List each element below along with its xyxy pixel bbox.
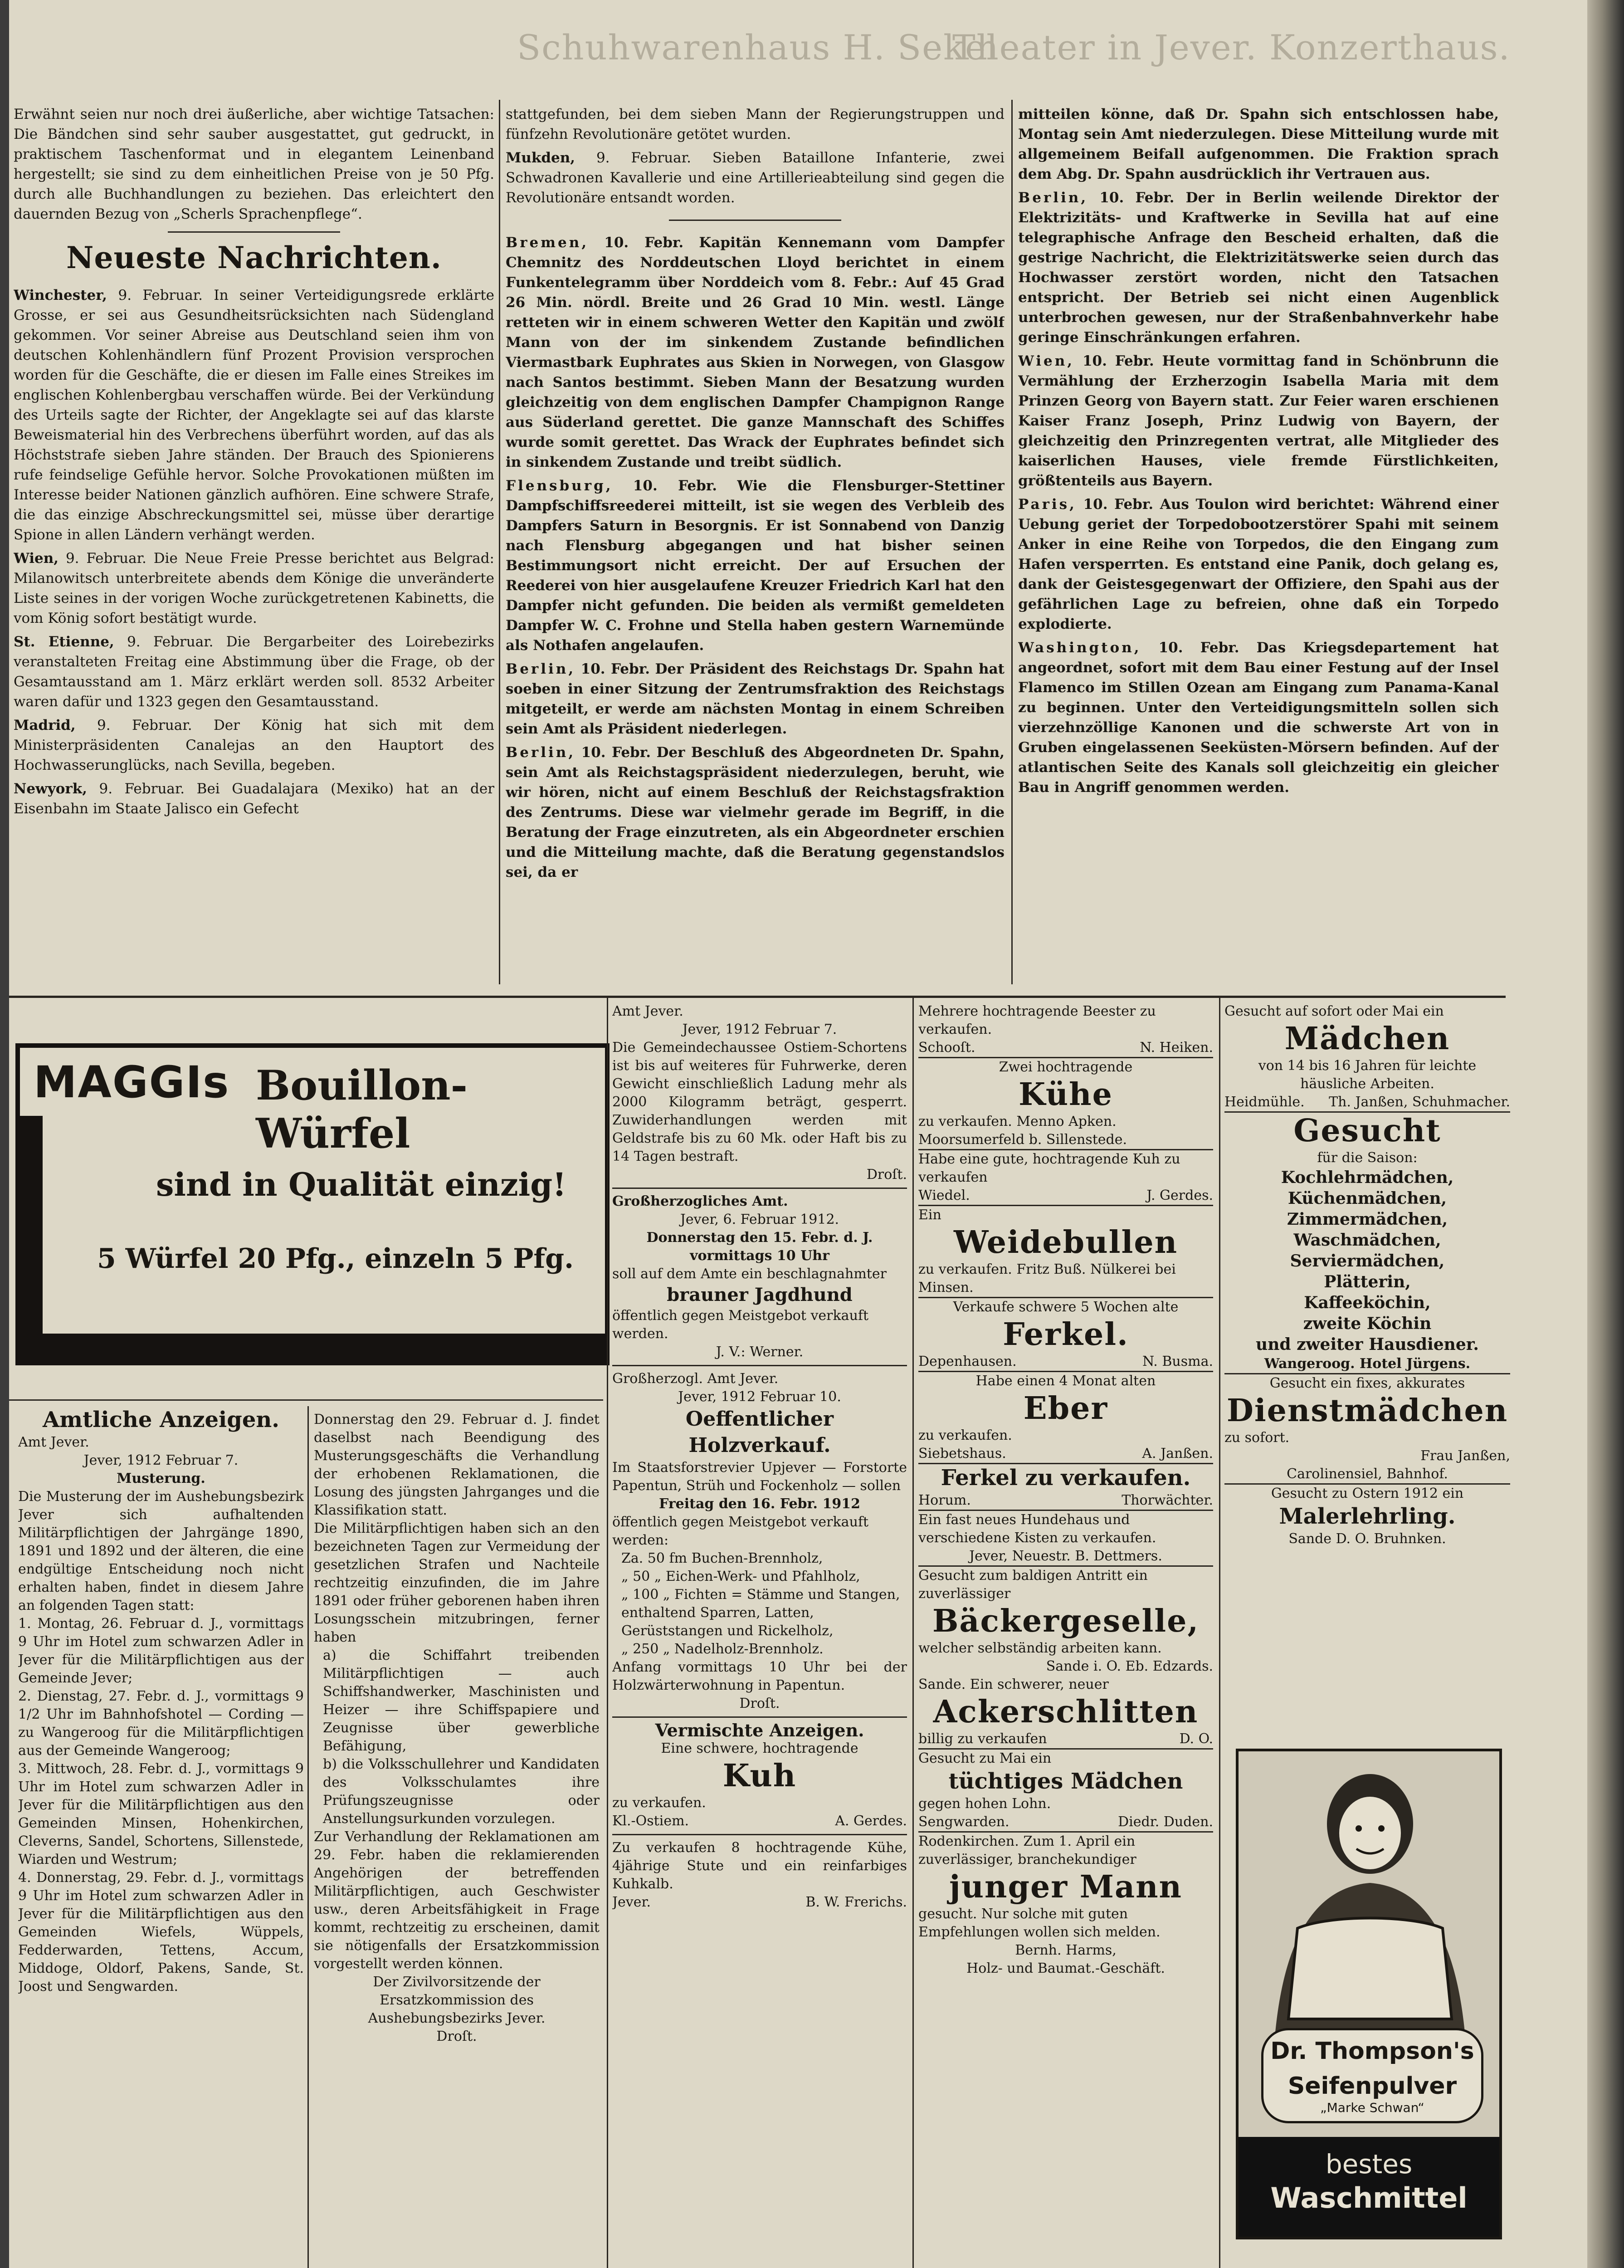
list-item: Kaffeeköchin, (1304, 1293, 1431, 1312)
signature: Horum. (918, 1492, 971, 1508)
list-item: Zimmermädchen, (1287, 1210, 1448, 1229)
news-item: Wien, 9. Februar. Die Neue Freie Presse berichtet aus Belgrad: Milanowitsch unterbreitete abends dem Könige die unveränderte Liste seines in der vorigen Woche zurückgetretenen Kabinetts, die vom König sofort bestätigt wurde. (14, 550, 494, 626)
masthead-ghost-left: Schuhwarenhaus H. Sekel (517, 27, 999, 68)
list-item: 3. Mittwoch, 28. Febr. d. J., vormittags 9 Uhr im Hotel zum schwarzen Adler in Jever für die Militärpflichtigen aus den Gemeinden Minsen, Hohenkirchen, Cleverns, Sandel, Schortens, Sillenstede, Wiarden und Westrum; (18, 1761, 304, 1867)
signature: Der Zivilvorsitzende der Ersatzkommission des Aushebungsbezirks Jever. (368, 1974, 546, 2026)
signature: Holz- und Baumat.-Geschäft. (966, 1960, 1165, 1976)
washerwoman-illustration (1257, 1765, 1483, 2037)
news-column-middle (506, 104, 1005, 989)
signature: Bernh. Harms, (1015, 1942, 1117, 1958)
intro-paragraph: Erwähnt seien nur noch drei äußerliche, aber wichtige Tatsachen: Die Bändchen sind sehr sauber ausgestattet, gut gedruckt, in praktischem Taschenformat und in elegantem Leinenband hergestellt; sie sind zu dem einheitlichen Preise von je 50 Pfg. durch alle Buchhandlungen zu beziehen. Das erleichtert den dauernden Bezug von „Scherls Sprachenpflege“. (14, 106, 494, 222)
title-holzverkauf: Oeffentlicher Holzverkauf. (685, 1408, 834, 1457)
body-text: Gesucht zum baldigen Antritt ein zuverlässiger (918, 1568, 1148, 1602)
date-line: Jever, 1912 Februar 7. (682, 1022, 837, 1037)
body-text: Rodenkirchen. Zum 1. April ein zuverlässiger, branchekundiger (918, 1833, 1136, 1867)
news-item: Madrid, 9. Februar. Der König hat sich mit dem Ministerpräsidenten Canalejas an den Hauptort des Hochwasserunglücks, nach Sevilla, begeben. (14, 717, 494, 773)
list-item: 1. Montag, 26. Februar d. J., vormittags 9 Uhr im Hotel zum schwarzen Adler in Jever für die Militärpflichtigen aus der Gemeinde Jever; (18, 1616, 304, 1686)
ad-title: Bäckergeselle, (932, 1603, 1200, 1639)
amtliche-col-a (18, 1406, 304, 2259)
item-jagdhund: brauner Jagdhund (667, 1284, 853, 1305)
list-item: Waschmädchen, (1293, 1231, 1441, 1250)
date-line: Jever, 1912 Februar 7. (83, 1452, 239, 1468)
ad-border-bar (20, 1334, 605, 1361)
signature: N. Heiken. (1140, 1040, 1213, 1056)
news-item: Bremen, 10. Febr. Kapitän Kennemann vom Dampfer Chemnitz des Norddeutschen Lloyd berichtet in einem Funkentelegramm über Norddeich vom 8. Febr.: Auf 45 Grad 26 Min. nördl. Breite und 26 Grad 10 Min. westl. Länge retteten wir in einem schweren Wetter den Kapitän und zwölf Mann von der im sinkendem Zustande befindlichen Viermastbark Euphrates aus Skien in Norwegen, von Glasgow nach Santos bestimmt. Sieben Mann der Besatzung wurden gleichzeitig von dem englischen Dampfer Champignon Range aus Süderland gerettet. Die ganze Mannschaft des Schiffes wurde somit gerettet. Das Wrack der Euphrates befindet sich in sinkendem Zustande und treibt südlich. (506, 235, 1005, 470)
body-text: Im Staatsforstrevier Upjever — Forstorte Papentun, Strüh und Fockenholz — sollen (612, 1460, 907, 1494)
maggi-price: 5 Würfel 20 Pfg., einzeln 5 Pfg. (97, 1243, 574, 1275)
office-line: Großherzogl. Amt Jever. (612, 1371, 779, 1387)
body-text: für die Saison: (1317, 1150, 1418, 1166)
signature: Wangeroog. Hotel Jürgens. (1264, 1356, 1471, 1372)
signature: Carolinensiel, Bahnhof. (1287, 1466, 1448, 1482)
body-text: zu verkaufen. Fritz Buß. Nülkerei bei Minsen. (918, 1261, 1176, 1295)
body-text: welcher selbständig arbeiten kann. (918, 1640, 1162, 1656)
ads-column-5 (1224, 1002, 1510, 1742)
list-item: „ 100 „ Fichten = Stämme und Stangen, enthaltend Sparren, Latten, Gerüststangen und Rickelholz, (621, 1587, 900, 1639)
signature: Sande i. O. Eb. Edzards. (1046, 1658, 1213, 1674)
body-text: gesucht. Nur solche mit guten Empfehlungen wollen sich melden. (918, 1906, 1161, 1940)
news-item: Berlin, 10. Febr. Der Präsident des Reichstags Dr. Spahn hat soeben in einer Sitzung der Zentrumsfraktion des Reichstags mitgeteilt, er werde am nächsten Montag in einem Schreiben sein Amt als Präsident niederlegen. (506, 661, 1005, 737)
signature: A. Janßen. (1142, 1446, 1213, 1461)
news-item: Berlin, 10. Febr. Der Beschluß des Abgeordneten Dr. Spahn, sein Amt als Reichstagspräsident niederzulegen, beruht, wie wir hören, nicht auf einem Beschluß der Reichstagsfraktion des Zentrums. Diese war vielmehr gerade im Begriff, in die Beratung der Frage einzutreten, als ein Abgeordneter erschien und die Mitteilung machte, daß die Beratung gegenstandslos sei, da er (506, 744, 1005, 880)
signature: Jever, Neuestr. B. Dettmers. (969, 1548, 1162, 1564)
list-item: Serviermädchen, (1290, 1251, 1445, 1271)
news-item: Paris, 10. Febr. Aus Toulon wird berichtet: Während einer Uebung geriet der Torpedobootzerstörer Spahi mit seinem Anker in eine Reihe von Torpedos, die den Eingang zum Hafen versperrten. Es entstand eine Panik, doch gelang es, dank der Geistesgegenwart der Offiziere, den Spahi aus der gefährlichen Lage zu befreien, ohne daß ein Torpedo explodierte. (1018, 496, 1499, 632)
news-item: Mukden, 9. Februar. Sieben Bataillone Infanterie, zwei Schwadronen Kavallerie und eine Artillerieabteilung sind gegen die Revolutionäre entsandt worden. (506, 150, 1005, 206)
ad-title: Gesucht (1293, 1113, 1441, 1149)
news-item: St. Etienne, 9. Februar. Die Bergarbeiter des Loirebezirks veranstalteten Freitag eine Abstimmung über die Frage, ob der Gesamtausstand am 1. März erklärt werden soll. 8532 Arbeiter waren dafür und 1323 gegen den Gesamtausstand. (14, 634, 494, 710)
heading-amtliche-anzeigen: Amtliche Anzeigen. (43, 1407, 279, 1432)
body-text: zu verkaufen. Menno Apken. Moorsumerfeld b. Sillenstede. (918, 1114, 1127, 1148)
list-item: Kochlehrmädchen, (1281, 1168, 1454, 1187)
news-item: Berlin, 10. Febr. Der in Berlin weilende Direktor der Elektrizitäts- und Kraftwerke in Sevilla hat auf eine telegraphische Anfrage den Bescheid erhalten, daß die gestrige Nachricht, die Elektrizitätswerke seien durch das Hochwasser zerstört worden, nicht den Tatsachen entspricht. Der Betrieb sei nicht einen Augenblick unterbrochen gewesen, nur der Straßenbahnverkehr habe geringe Einschränkungen erfahren. (1018, 190, 1499, 346)
list-item: Küchenmädchen, (1287, 1189, 1447, 1208)
ads-column-3 (612, 1002, 907, 2263)
divider (612, 1716, 907, 1718)
news-item: Washington, 10. Febr. Das Kriegsdepartement hat angeordnet, sofort mit dem Bau einer Festung auf der Insel Flamenco im Stillen Ozean am Eingang zum Panama-Kanal zu beginnen. Unter den Verteidigungsmitteln sollen sich vierzehnzöllige Kanonen und die schwerste Art von in Gruben eingelassenen Seeküsten-Mörsern befinden. Auf der atlantischen Seite des Kanals soll gleichzeitig ein gleicher Bau in Angriff genommen werden. (1018, 640, 1499, 796)
signature: Depenhausen. (918, 1354, 1017, 1369)
body-text: zu verkaufen. (612, 1795, 706, 1811)
body-text: Verkaufe schwere 5 Wochen alte (953, 1299, 1179, 1315)
body-text: zu sofort. (1224, 1430, 1290, 1446)
column-rule (1219, 998, 1220, 2268)
news-column-left (14, 104, 494, 989)
signature: A. Gerdes. (835, 1813, 907, 1829)
signature: Th. Janßen, Schuhmacher. (1329, 1094, 1510, 1110)
signature: Heidmühle. (1224, 1094, 1305, 1110)
column-rule (307, 1406, 309, 2268)
body-text: Gesucht auf sofort oder Mai ein (1224, 1003, 1444, 1019)
column-rule (1011, 100, 1013, 984)
column-rule (912, 998, 914, 2268)
ad-title: junger Mann (949, 1869, 1182, 1905)
ad-title: tüchtiges Mädchen (948, 1769, 1183, 1794)
ad-title: Ferkel. (1003, 1316, 1129, 1353)
signature: Droſt. (436, 2028, 477, 2044)
signature: D. O. (1179, 1731, 1213, 1747)
signature: B. W. Frerichs. (805, 1894, 907, 1910)
signature: Wiedel. (918, 1188, 970, 1203)
body-text: Mehrere hochtragende Beester zu verkaufen. (918, 1003, 1156, 1037)
body-text: Gesucht ein fixes, akkurates (1269, 1375, 1465, 1391)
ad-title: Ackerschlitten (933, 1694, 1199, 1730)
date-line: Jever, 1912 Februar 10. (678, 1389, 841, 1405)
signature: billig zu verkaufen (918, 1731, 1047, 1747)
body-text: Ein (918, 1207, 941, 1223)
signature: Sengwarden. (918, 1814, 1010, 1830)
body-text: gegen hohen Lohn. (918, 1796, 1051, 1812)
signature: J. Gerdes. (1146, 1188, 1213, 1203)
signature: Siebetshaus. (918, 1446, 1006, 1461)
signature: Diedr. Duden. (1118, 1814, 1213, 1830)
body-text: Zur Verhandlung der Reklamationen am 29. Febr. haben die reklamierenden Angehörigen der betreffenden Militärpflichtigen, auch Geschwister usw., deren Arbeitsfähigkeit in Frage kommt, rechtzeitig zu erscheinen, damit sie nötigenfalls der Ersatzkommission vorgestellt werden können. (314, 1829, 600, 1972)
list-item: 4. Donnerstag, 29. Febr. d. J., vormittags 9 Uhr im Hotel zum schwarzen Adler in Jever für die Militärpflichtigen aus den Gemeinden Wiefels, Wüppels, Fedderwarden, Tettens, Accum, Middoge, Oldorf, Pakens, Sande, St. Joost und Sengwarden. (18, 1870, 304, 1994)
body-text: zu verkaufen. (918, 1427, 1012, 1443)
maggi-brand: MAGGIs (34, 1057, 230, 1108)
column-rule (499, 100, 500, 984)
date-line: Freitag den 16. Febr. 1912 (659, 1496, 860, 1512)
signature: N. Busma. (1142, 1354, 1213, 1369)
ad-title: Malerlehrling. (1279, 1504, 1456, 1529)
maggi-advertisement (15, 1043, 610, 1365)
body-text: öffentlich gegen Meistgebot verkauft werden. (612, 1308, 869, 1342)
divider (612, 1834, 907, 1835)
ad-title: Dienstmädchen (1226, 1393, 1508, 1429)
section-rule (9, 1399, 603, 1401)
news-item: Wien, 10. Febr. Heute vormittag fand in Schönbrunn die Vermählung der Erzherzogin Isabella Maria mit dem Prinzen Georg von Bayern statt. Zur Feier waren erschienen Kaiser Franz Joseph, Prinz Ludwig von Bayern, der gleichzeitig den Prinzregenten vertrat, alle Mitglieder des kaiserlichen Hauses, viele fremde Fürstlichkeiten, größtenteils aus Bayern. (1018, 353, 1499, 489)
list-item: b) die Volksschullehrer und Kandidaten des Volksschulamtes ihre Prüfungszeugnisse oder Anstellungsurkunden vorzulegen. (323, 1756, 600, 1827)
column-rule (607, 998, 608, 2268)
divider (669, 220, 841, 221)
signature: Jever. (612, 1894, 651, 1910)
office-line: Amt Jever. (18, 1434, 89, 1450)
maggi-claim: sind in Qualität einzig! (156, 1166, 566, 1203)
signature: J. V.: Werner. (716, 1344, 804, 1360)
ad-title: Kühe (1019, 1076, 1113, 1113)
signature: Kl.-Ostiem. (612, 1813, 689, 1829)
body-text: Gesucht zu Mai ein (918, 1750, 1052, 1766)
news-continuation: mitteilen könne, daß Dr. Spahn sich entschlossen habe, Montag sein Amt niederzulegen. Diese Mitteilung wurde mit allgemeinem Beifall aufgenommen. Die Fraktion sprach dem Abg. Dr. Spahn ausdrücklich ihr Vertrauen aus. (1018, 106, 1499, 182)
brand-product: Seifenpulver (1287, 2072, 1457, 2100)
washtub-shape (1288, 1918, 1452, 2019)
body-text: Eine schwere, hochtragende (661, 1740, 858, 1756)
date-line: Jever, 6. Februar 1912. (680, 1212, 839, 1227)
list-item: zweite Köchin (1303, 1314, 1432, 1333)
signature: Sande D. O. Bruhnken. (1288, 1531, 1446, 1547)
brand-mark: „Marke Schwan“ (1320, 2100, 1424, 2115)
date-line: Donnerstag den 15. Febr. d. J. vormittags 10 Uhr (646, 1230, 873, 1264)
body-text: Die Gemeindechaussee Ostiem-Schortens ist bis auf weiteres für Fuhrwerke, deren Gewicht einschließlich Ladung mehr als 2000 Kilogramm beträgt, gesperrt. Zuwiderhandlungen werden mit Geldstrafe bis zu 60 Mk. oder Haft bis zu 14 Tagen bestraft. (612, 1040, 907, 1164)
ad-title: Ferkel zu verkaufen. (941, 1465, 1191, 1491)
news-item: Winchester, 9. Februar. In seiner Verteidigungsrede erklärte Grosse, er sei aus Gesundheitsrücksichten nach Südengland gekommen. Vor seiner Abreise aus Deutschland seien ihm von deutschen Kohlenhändlern fünf Prozent Provision versprochen worden für die Geschäfte, die er diesen im Falle eines Streikes im englischen Kohlenbergbau verschaffen würde. Bei der Verkündung des Urteils sagte der Richter, der Angeklagte sei auf das klarste Beweismaterial hin des Verbrechens überführt worden, auf das als Höchststrafe sieben Jahre ständen. Der Brauch des Spionierens rufe feindselige Gefühle hervor. Solche Provokationen müßten im Interesse beider Nationen gänzlich aufhören. Eine schwere Strafe, die das einzige Abschreckungsmittel sei, müsse über derartige Spione in allen Ländern verhängt werden. (14, 287, 494, 543)
newspaper-page (9, 0, 1587, 2268)
brand-name: Dr. Thompson's (1270, 2038, 1474, 2065)
body-text: Anfang vormittags 10 Uhr bei der Holzwärterwohnung in Papentun. (612, 1659, 907, 1693)
body-text: Die Militärpflichtigen haben sich an den bezeichneten Tagen zur Vermeidung der gesetzlichen Strafen und Nachteile rechtzeitig einzufinden, die im Jahre 1891 oder früher geborenen haben ihren Losungsschein mitzubringen, ferner haben (314, 1520, 600, 1645)
list-item: Plätterin, (1324, 1272, 1411, 1291)
ad-title: Mädchen (1284, 1021, 1450, 1057)
ads-column-4 (918, 1002, 1213, 2263)
divider (612, 1365, 907, 1366)
heading-vermischte-anzeigen: Vermischte Anzeigen. (655, 1720, 864, 1740)
eye-left (1356, 1825, 1362, 1832)
slogan-line-1: bestes (1325, 2149, 1413, 2180)
signature: Droſt. (866, 1167, 907, 1183)
title-musterung: Musterung. (117, 1471, 205, 1486)
list-item: „ 50 „ Eichen-Werk- und Pfahlholz, (621, 1569, 860, 1584)
body-text: soll auf dem Amte ein beschlagnahmter (612, 1266, 887, 1282)
face-shape (1339, 1797, 1401, 1869)
body-text: öffentlich gegen Meistgebot verkauft werden: (612, 1514, 869, 1548)
ad-title: Weidebullen (953, 1224, 1178, 1261)
eye-right (1378, 1825, 1385, 1832)
signature: Frau Janßen, (1420, 1448, 1510, 1464)
signature: Thorwächter. (1122, 1492, 1213, 1508)
signature: Schooſt. (918, 1040, 975, 1056)
body-text: Die Musterung der im Aushebungsbezirk Jever sich aufhaltenden Militärpflichtigen der Jahrgänge 1890, 1891 und 1892 und der älteren, die eine endgültige Entscheidung noch nicht erhalten haben, findet in diesem Jahre an folgenden Tagen statt: (18, 1489, 304, 1613)
list-item: 2. Dienstag, 27. Febr. d. J., vormittags 9 1/2 Uhr im Bahnhofshotel — Cording — zu Wangeroog für die Militärpflichtigen aus der Gemeinde Wangeroog; (18, 1688, 304, 1759)
ad-slogan-band (1239, 2137, 1499, 2237)
body-text: Zwei hochtragende (999, 1059, 1133, 1075)
body-text: Habe eine gute, hochtragende Kuh zu verkaufen (918, 1151, 1180, 1185)
section-rule (9, 996, 1506, 998)
news-column-right (1018, 104, 1499, 989)
body-text: Gesucht zu Ostern 1912 ein (1271, 1486, 1464, 1501)
product-box (1261, 2028, 1483, 2123)
slogan-line-2: Waschmittel (1270, 2181, 1468, 2214)
list-item: Za. 50 fm Buchen-Brennholz, (621, 1550, 823, 1566)
amtliche-col-b (314, 1411, 600, 2263)
body-text: Sande. Ein schwerer, neuer (918, 1677, 1109, 1692)
maggi-product: Bouillon-Würfel (256, 1061, 468, 1158)
heading-neueste-nachrichten: Neueste Nachrichten. (66, 240, 442, 275)
list-item: und zweiter Hausdiener. (1256, 1335, 1479, 1354)
ad-border-bar (20, 1116, 43, 1334)
news-item: Flensburg, 10. Febr. Wie die Flensburger-Stettiner Dampfschiffsreederei mitteilt, ist sie wegen des Verbleib des Dampfers Saturn in Besorgnis. Er ist Sonnabend von Danzig nach Flensburg abgegangen und hat bisher seinen Bestimmungsort nicht erreicht. Der auf Ersuchen der Reederei von hier ausgelaufene Kreuzer Friedrich Karl hat den Dampfer nicht gefunden. Die beiden als vermißt gemeldeten Dampfer W. C. Frohne und Stella haben gestern Warnemünde als Nothafen angelaufen. (506, 478, 1005, 654)
list-item: a) die Schiffahrt treibenden Militärpflichtigen — auch Schiffshandwerker, Maschinisten und Heizer — ihre Schiffspapiere und Zeugnisse über gewerbliche Befähigung, (323, 1647, 600, 1754)
page-spine-shadow (1587, 0, 1624, 2268)
masthead-ghost-right: Theater in Jever. Konzerthaus. (952, 27, 1511, 68)
body-text: Ein fast neues Hundehaus und verschiedene Kisten zu verkaufen. (918, 1512, 1156, 1546)
divider (612, 1188, 907, 1189)
list-item: „ 250 „ Nadelholz-Brennholz. (621, 1641, 824, 1657)
body-text: Donnerstag den 29. Februar d. J. findet daselbst nach Beendigung des Musterungsgeschäfts die Verhandlung der erhobenen Reklamationen, die Losung des jüngsten Jahrganges und die Klassifikation statt. (314, 1412, 600, 1518)
office-line: Großherzogliches Amt. (612, 1193, 788, 1209)
office-line: Amt Jever. (612, 1003, 683, 1019)
body-text: Zu verkaufen 8 hochtragende Kühe, 4jährige Stute und ein reinfarbiges Kuhkalb. (612, 1840, 907, 1892)
ad-title-kuh: Kuh (722, 1758, 797, 1794)
signature: Droſt. (739, 1696, 780, 1711)
body-text: Habe einen 4 Monat alten (975, 1373, 1156, 1389)
thompson-advertisement (1236, 1749, 1502, 2239)
divider (168, 231, 340, 233)
news-item: Newyork, 9. Februar. Bei Guadalajara (Mexiko) hat an der Eisenbahn im Staate Jalisco ein Gefecht (14, 781, 494, 817)
body-text: von 14 bis 16 Jahren für leichte häusliche Arbeiten. (1258, 1058, 1477, 1092)
ad-title: Eber (1023, 1390, 1108, 1427)
news-continuation: stattgefunden, bei dem sieben Mann der Regierungstruppen und fünfzehn Revolutionäre getötet wurden. (506, 106, 1005, 142)
